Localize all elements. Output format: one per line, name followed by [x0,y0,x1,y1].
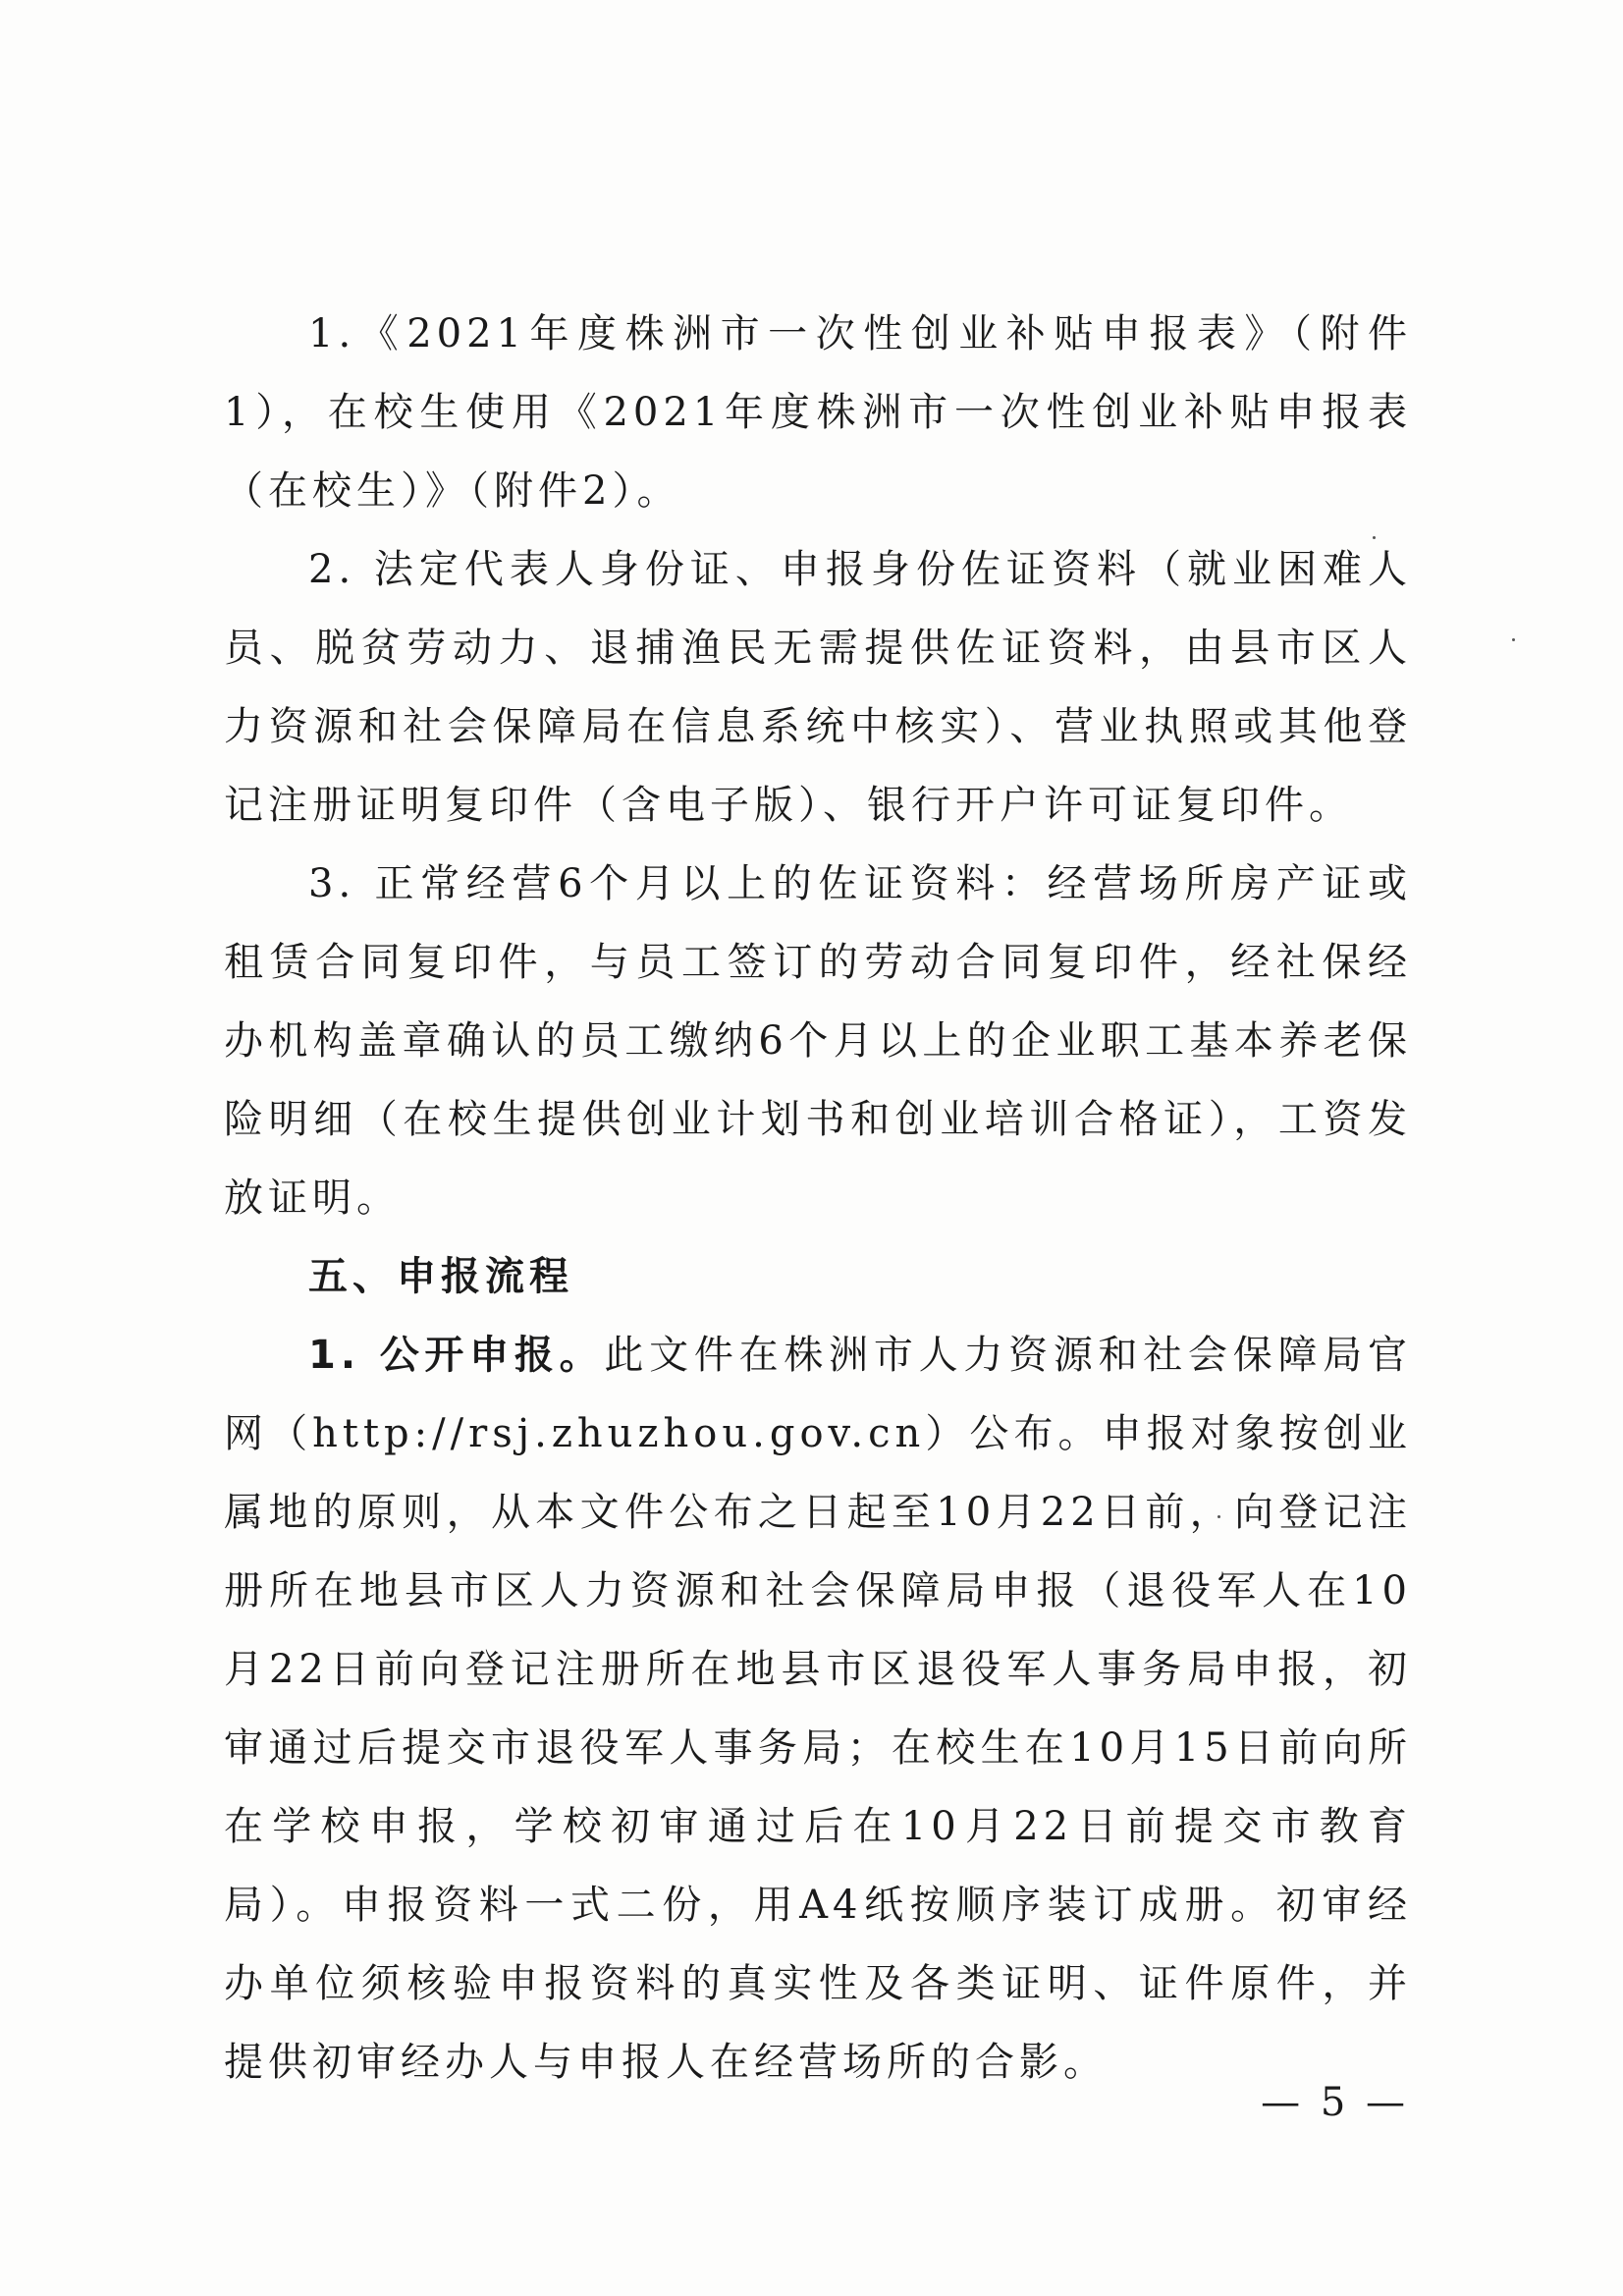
process-paragraph [224,1316,1412,2102]
page-number: — 5 — [1261,2080,1409,2125]
section-heading: 五、申报流程 [308,1254,573,1299]
process-paragraph-lead: 1. 公开申报。 [308,1333,605,1378]
paragraph-item-2: 2. 法定代表人身份证、申报身份佐证资料（就业困难人员、脱贫劳动力、退捕渔民无需提供佐证资料，由县市区人力资源和社会保障局在信息系统中核实）、营业执照或其他登记注册证明复印件（含电子版）、银行开户许可证复印件。 [224,547,1412,828]
paragraph-item-3: 3. 正常经营6个月以上的佐证资料：经营场所房产证或租赁合同复印件，与员工签订的劳动合同复印件，经社保经办机构盖章确认的员工缴纳6个月以上的企业职工基本养老保险明细（在校生提供创业计划书和创业培训合格证），工资发放证明。 [224,861,1412,1221]
scan-speck [1512,638,1515,641]
process-paragraph-body: 此文件在株洲市人力资源和社会保障局官网（http://rsj.zhuzhou.gov.cn）公布。申报对象按创业属地的原则，从本文件公布之日起至10月22日前，向登记注册所在地县市区人力资源和社会保障局申报（退役军人在10月22日前向登记注册所在地县市区退役军人事务局申报，初审通过后提交市退役军人事务局；在校生在10月15日前向所在学校申报，学校初审通过后在10月22日前提交市教育局）。申报资料一式二份，用A4纸按顺序装订成册。初审经办单位须核验申报资料的真实性及各类证明、证件原件，并提供初审经办人与申报人在经营场所的合影。 [224,1333,1413,2085]
document-body [224,295,1412,2102]
paragraph-item-1: 1.《2021年度株洲市一次性创业补贴申报表》（附件1），在校生使用《2021年度株洲市一次性创业补贴申报表（在校生）》（附件2）。 [224,311,1412,514]
